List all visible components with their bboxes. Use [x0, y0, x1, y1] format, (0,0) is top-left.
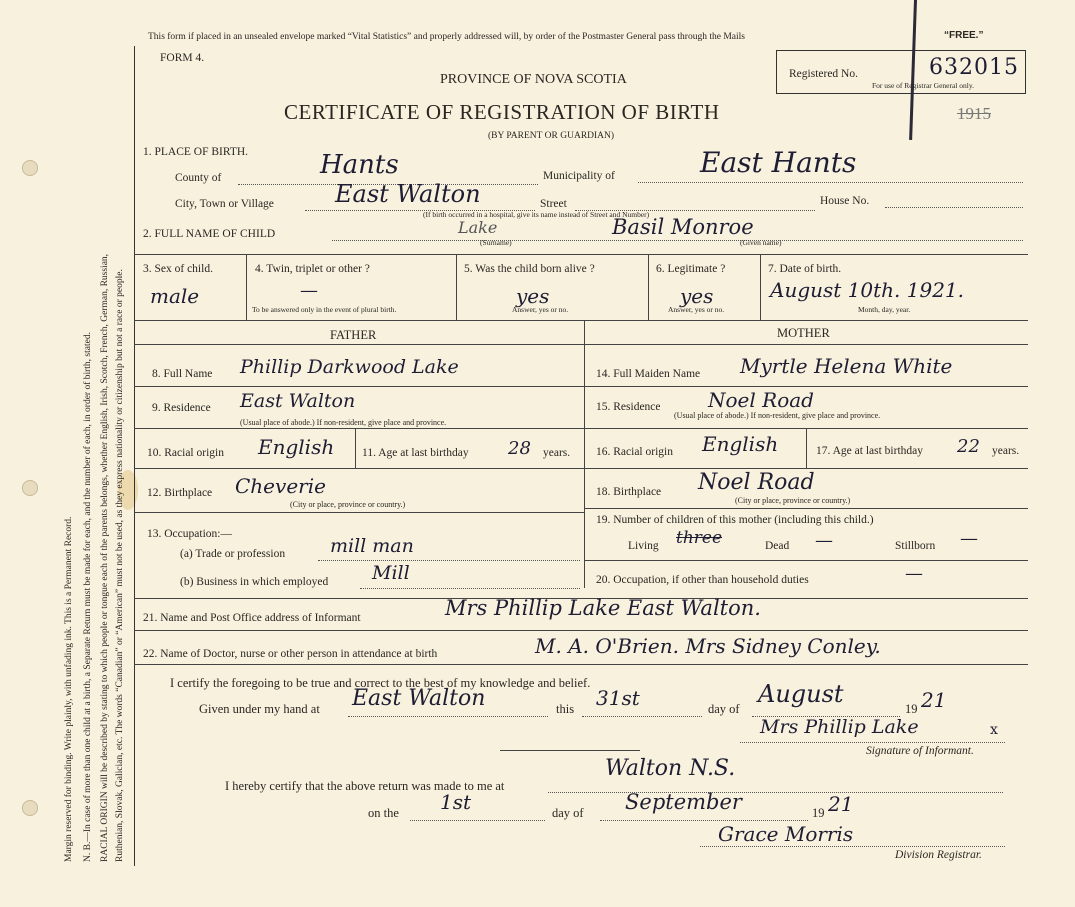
certify-year-value: 21: [921, 688, 947, 712]
dead-value: —: [815, 530, 833, 551]
father-birthplace-note: (City or place, province or country.): [290, 500, 406, 509]
twin-label: 4. Twin, triplet or other ?: [255, 263, 370, 275]
mail-notice: This form if placed in an unsealed envelope marked “Vital Statistics” and properly addressed will, by order of the Postmaster General pass through the Mails: [148, 32, 745, 42]
informant-signature-label: Signature of Informant.: [866, 745, 974, 757]
father-trade-line: [318, 560, 580, 561]
certify-month-value: August: [758, 680, 844, 708]
father-residence-value: East Walton: [240, 390, 356, 412]
father-business-value: Mill: [372, 562, 410, 584]
father-trade-value: mill man: [330, 535, 414, 557]
alive-note: Answer, yes or no.: [512, 305, 569, 314]
mother-birthplace-note: (City or place, province or country.): [735, 496, 851, 505]
registrar-statement: I hereby certify that the above return was made to me at: [225, 779, 505, 793]
rule: [134, 320, 1028, 321]
certify-statement: I certify the foregoing to be true and correct to the best of my knowledge and belief.: [170, 676, 591, 690]
sex-label: 3. Sex of child.: [143, 263, 213, 275]
rule: [134, 428, 584, 429]
sidebar-note-3: RACIAL ORIGIN will be described by stating to which people or tongue each of the parents belongs, whether English, Irish, Scotch, French, German, Russian,: [100, 253, 110, 862]
legitimate-value: yes: [680, 284, 714, 308]
registrar-month-line: [600, 820, 808, 821]
binding-hole: [22, 480, 38, 496]
this-label: this: [556, 702, 575, 716]
rule: [760, 254, 761, 320]
registrar-signature-label: Division Registrar.: [895, 849, 982, 861]
registrar-use-note: For use of Registrar General only.: [872, 81, 974, 90]
father-birthplace-label: 12. Birthplace: [147, 487, 213, 499]
registrar-place-line: [548, 792, 1003, 793]
municipality-line: [638, 182, 1023, 183]
form-number: FORM 4.: [160, 52, 205, 64]
rule: [456, 254, 457, 320]
registrar-place-value: Walton N.S.: [605, 756, 736, 781]
rule: [648, 254, 649, 320]
twin-value: —: [300, 280, 318, 301]
street-note: (If birth occurred in a hospital, give its name instead of Street and Number): [423, 210, 650, 219]
father-occupation-label: 13. Occupation:—: [147, 528, 232, 540]
mother-occupation-label: 20. Occupation, if other than household duties: [596, 574, 809, 586]
on-the-label: on the: [368, 806, 399, 820]
given-place-line: [348, 716, 548, 717]
registrar-signature-line: [700, 846, 1005, 847]
city-value: East Walton: [335, 180, 481, 208]
this-day-line: [582, 716, 702, 717]
given-place-value: East Walton: [352, 686, 486, 711]
mother-residence-label: 15. Residence: [596, 401, 661, 413]
father-residence-label: 9. Residence: [152, 402, 211, 414]
registered-label: Registered No.: [789, 68, 858, 80]
surname-note: (Surname): [480, 238, 512, 247]
registered-number: 632015: [929, 55, 1019, 80]
father-business-label: (b) Business in which employed: [180, 576, 329, 588]
sidebar-note-1: Margin reserved for binding. Write plainly, with unfading ink. This is a Permanent Record.: [64, 516, 74, 862]
informant-signature-line: [740, 742, 1005, 743]
father-years-label: years.: [543, 447, 571, 459]
child-name-line: [332, 240, 1023, 241]
certify-day-value: 31st: [596, 686, 640, 710]
rule: [134, 344, 1028, 345]
birth-date-value: August 10th. 1921.: [770, 278, 965, 302]
certify-year-prefix: 19: [905, 702, 918, 716]
municipality-label: Municipality of: [543, 170, 615, 182]
mother-name-label: 14. Full Maiden Name: [596, 368, 701, 380]
father-birthplace-value: Cheverie: [235, 474, 326, 498]
stillborn-label: Stillborn: [895, 540, 936, 552]
county-label: County of: [175, 172, 222, 184]
mother-children-label: 19. Number of children of this mother (including this child.): [596, 514, 874, 526]
child-surname: Lake: [458, 218, 498, 237]
legitimate-label: 6. Legitimate ?: [656, 263, 726, 275]
sidebar-note-2: N. B.—In case of more than one child at a birth, a Separate Return must be made for each, and the number of each, in order of birth, stated.: [83, 332, 93, 862]
rule: [134, 630, 1028, 631]
x-mark: x: [990, 722, 998, 738]
binding-hole: [22, 800, 38, 816]
father-trade-label: (a) Trade or profession: [180, 548, 286, 560]
rule: [355, 428, 356, 468]
separator-rule: [500, 750, 640, 751]
mother-occupation-value: —: [905, 563, 923, 584]
parents-divider: [584, 320, 585, 588]
informant-value: Mrs Phillip Lake East Walton.: [445, 596, 761, 620]
alive-value: yes: [516, 284, 550, 308]
house-line: [885, 207, 1023, 208]
father-business-line: [360, 588, 580, 589]
mother-race-label: 16. Racial origin: [596, 446, 673, 458]
mother-birthplace-value: Noel Road: [698, 470, 815, 495]
birth-date-label: 7. Date of birth.: [768, 263, 842, 275]
rule: [134, 664, 1028, 665]
mother-age-value: 22: [957, 436, 980, 457]
free-label: “FREE.”: [944, 30, 984, 41]
municipality-value: East Hants: [700, 146, 857, 179]
father-age-label: 11. Age at last birthday: [362, 447, 469, 459]
year-stamp: 1915: [957, 104, 991, 123]
given-under-label: Given under my hand at: [199, 702, 320, 716]
mother-years-label: years.: [992, 445, 1020, 457]
registrar-year-prefix: 19: [812, 806, 825, 820]
registrar-signature: Grace Morris: [718, 822, 854, 846]
certify-day-of-label: day of: [708, 702, 740, 716]
certificate-subtitle: (BY PARENT OR GUARDIAN): [488, 131, 615, 141]
birth-date-note: Month, day, year.: [858, 305, 911, 314]
certificate-title: CERTIFICATE OF REGISTRATION OF BIRTH: [284, 100, 720, 124]
alive-label: 5. Was the child born alive ?: [464, 263, 595, 275]
registered-box: [776, 50, 1026, 94]
rule: [584, 468, 1028, 469]
registrar-day-line: [410, 820, 545, 821]
father-race-label: 10. Racial origin: [147, 447, 224, 459]
rule: [806, 428, 807, 468]
rule: [584, 560, 1028, 561]
rule: [134, 468, 584, 469]
doctor-value: M. A. O'Brien. Mrs Sidney Conley.: [535, 634, 881, 658]
informant-signature: Mrs Phillip Lake: [760, 716, 919, 738]
mother-heading: MOTHER: [777, 326, 830, 340]
registrar-day-value: 1st: [440, 790, 472, 814]
father-residence-note: (Usual place of abode.) If non-resident, give place and province.: [240, 418, 447, 427]
father-name-label: 8. Full Name: [152, 368, 213, 380]
rule: [246, 254, 247, 320]
mother-birthplace-label: 18. Birthplace: [596, 486, 662, 498]
city-label: City, Town or Village: [175, 198, 274, 210]
rule: [584, 508, 1028, 509]
living-value: three: [676, 528, 723, 548]
registrar-month-value: September: [625, 790, 742, 814]
county-value: Hants: [320, 150, 399, 180]
father-race-value: English: [258, 435, 335, 459]
father-heading: FATHER: [330, 328, 377, 342]
mother-race-value: English: [702, 432, 779, 456]
house-label: House No.: [820, 195, 870, 207]
province-heading: PROVINCE OF NOVA SCOTIA: [440, 72, 627, 87]
street-label: Street: [540, 198, 567, 210]
rule: [134, 512, 584, 513]
child-given-name: Basil Monroe: [612, 215, 754, 239]
father-name-value: Phillip Darkwood Lake: [240, 356, 459, 378]
doctor-label: 22. Name of Doctor, nurse or other person in attendance at birth: [143, 648, 438, 660]
rule: [134, 386, 584, 387]
legitimate-note: Answer, yes or no.: [668, 305, 725, 314]
rule: [134, 254, 1028, 255]
sidebar-note-4: Ruthenian, Slovak, Galician, etc. The words “Canadian” or “American” must not be used, as they express nationality or citizenship but not a race or people.: [115, 269, 125, 862]
stillborn-value: —: [960, 528, 978, 549]
mother-age-label: 17. Age at last birthday: [816, 445, 923, 457]
binding-hole: [22, 160, 38, 176]
sex-value: male: [150, 284, 200, 308]
registrar-day-of-label: day of: [552, 806, 584, 820]
mother-name-value: Myrtle Helena White: [740, 354, 953, 378]
dead-label: Dead: [765, 540, 790, 552]
given-name-note: (Given name): [740, 238, 782, 247]
child-name-label: 2. FULL NAME OF CHILD: [143, 228, 276, 240]
form-border-left: [134, 46, 135, 866]
living-label: Living: [628, 540, 659, 552]
mother-residence-value: Noel Road: [708, 388, 814, 412]
registrar-year-value: 21: [828, 792, 854, 816]
twin-note: To be answered only in the event of plural birth.: [252, 305, 397, 314]
informant-label: 21. Name and Post Office address of Informant: [143, 612, 361, 624]
mother-residence-note: (Usual place of abode.) If non-resident, give place and province.: [674, 411, 881, 420]
father-age-value: 28: [508, 438, 531, 459]
place-section-label: 1. PLACE OF BIRTH.: [143, 146, 249, 158]
rule: [584, 386, 1028, 387]
